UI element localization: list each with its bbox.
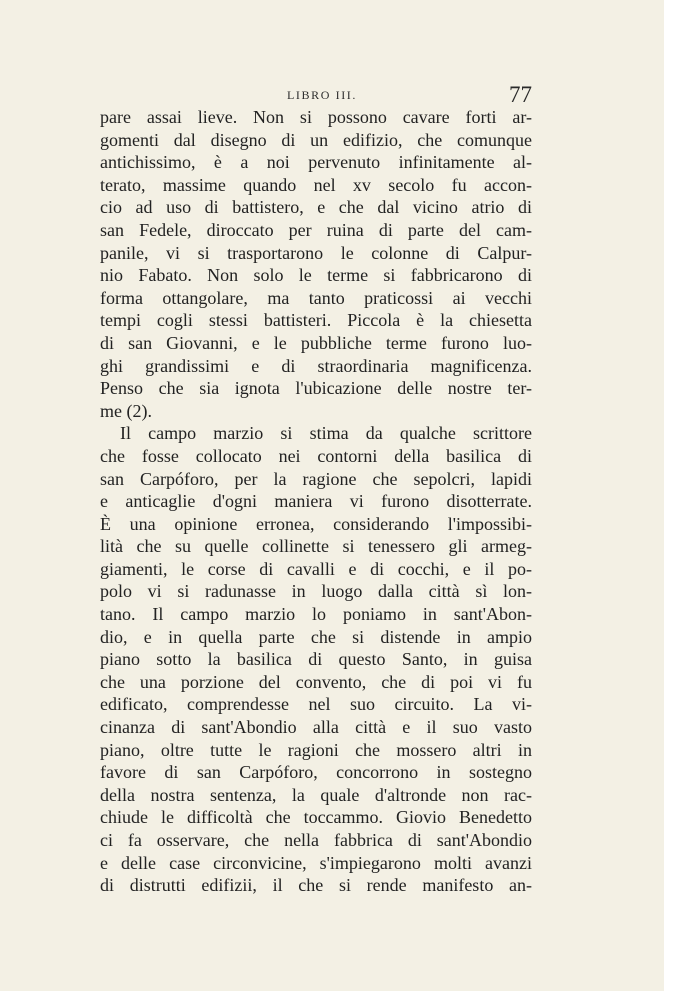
text-line: pare assai lieve. Non si possono cavare forti ar- <box>100 107 532 127</box>
text-line: giamenti, le corse di cavalli e di cocchi, e il po- <box>100 558 532 579</box>
running-title: LIBRO III. <box>287 88 357 102</box>
text-line: lità che su quelle collinette si tenessero gli armeg- <box>100 536 532 557</box>
text-line: ci fa osservare, che nella fabbrica di sant'Abondio <box>100 830 532 850</box>
text-line: dio, e in quella parte che si distende in ampio <box>100 626 532 647</box>
text-line: polo vi si radunasse in luogo dalla città sì lon- <box>100 581 532 602</box>
text-line: piano sotto la basilica di questo Santo, in guisa <box>100 649 532 670</box>
text-line: san Fedele, diroccato per ruina di parte del cam- <box>100 219 532 240</box>
text-line: panile, vi si trasportarono le colonne di Calpur- <box>100 242 532 263</box>
text-line: nio Fabato. Non solo le terme si fabbricarono di <box>100 265 532 286</box>
text-line: tempi cogli stessi battisteri. Piccola è la chiesetta <box>100 310 532 331</box>
text-line: tano. Il campo marzio lo poniamo in sant'Abon- <box>100 604 532 625</box>
text-line: Il campo marzio si stima da qualche scrittore <box>120 423 532 444</box>
text-line: cio ad uso di battistero, e che dal vicino atrio di <box>100 197 532 218</box>
text-line: favore di san Carpóforo, concorrono in sostegno <box>100 762 532 783</box>
text-line: della nostra sentenza, la quale d'altronde non rac- <box>100 784 532 805</box>
text-line: che una porzione del convento, che di poi vi fu <box>100 671 532 692</box>
text-line: me (2). <box>100 400 152 421</box>
text-line: cinanza di sant'Abondio alla città e il suo vasto <box>100 717 532 738</box>
text-line: È una opinione erronea, considerando l'impossibi- <box>100 513 532 534</box>
text-line: san Carpóforo, per la ragione che sepolcri, lapidi <box>100 468 532 489</box>
text-line: e delle case circonvicine, s'impiegarono molti avanzi <box>100 852 532 873</box>
page-number: 77 <box>509 82 532 107</box>
text-line: di distrutti edifizii, il che si rende manifesto an- <box>100 875 532 896</box>
text-line: di san Giovanni, e le pubbliche terme furono luo- <box>100 332 532 353</box>
text-line: piano, oltre tutte le ragioni che mossero altri in <box>100 739 532 760</box>
body-text <box>100 106 532 897</box>
text-line: terato, massime quando nel xv secolo fu accon- <box>100 174 532 195</box>
text-line: chiude le difficoltà che toccammo. Giovio Benedetto <box>100 807 532 828</box>
text-line: forma ottangolare, ma tanto praticossi ai vecchi <box>100 287 532 308</box>
text-line: ghi grandissimi e di straordinaria magnificenza. <box>100 355 532 376</box>
text-line: Penso che sia ignota l'ubicazione delle nostre ter- <box>100 378 532 399</box>
text-line: gomenti dal disegno di un edifizio, che comunque <box>100 129 532 150</box>
text-line: edificato, comprendesse nel suo circuito. La vi- <box>100 694 532 715</box>
text-line: e anticaglie d'ogni maniera vi furono disotterrate. <box>100 491 532 512</box>
text-line: che fosse collocato nei contorni della basilica di <box>100 445 532 466</box>
text-line: antichissimo, è a noi pervenuto infinitamente al- <box>100 152 532 173</box>
